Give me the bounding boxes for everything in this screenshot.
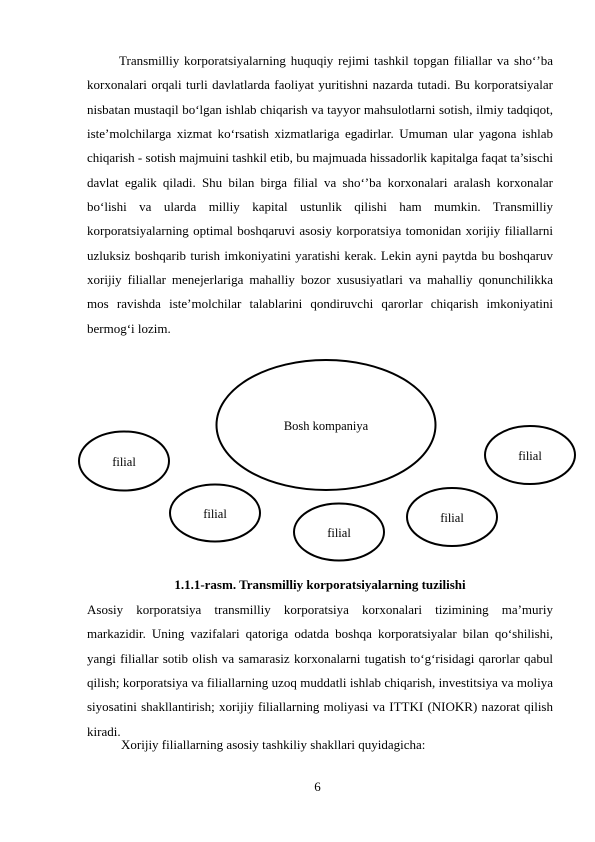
branch-label-lower-right: filial xyxy=(440,511,464,525)
intro-paragraph: Transmilliy korporatsiyalarning huquqiy rejimi tashkil topgan filiallar va sho‘’ba korxonalari orqali turli davlatlarda faoliyat yuritishni nazarda tutadi. Bu korporatsiyalar nisbatan mustaqil bo‘lgan ishlab chiqarish va tayyor mahsulotlarni sotish, ilmiy tadqiqot, iste’molchilarga xizmat ko‘rsatish xizmatlariga egadirlar. Umuman ular yagona ishlab chiqarish - sotish majmuini tashkil etib, bu majmuada hissadorlik kapitalga faqat ta’sischi davlat egalik qiladi. Shu bilan birga filial va sho‘’ba korxonalari aralash korxonalar bo‘lishi va ularda milliy kapital ustunlik qilishi ham mumkin. Transmilliy korporatsiyalarning optimal boshqaruvi asosiy korporatsiya tomonidan xorijiy filiallarni uzluksiz boshqarib turish imkoniyatini yaratishi kerak. Lekin ayni paytda bu boshqaruv xorijiy filiallar menejerlariga mahalliy bozor xususiyatlari va mahalliy qonunchilikka mos ravishda iste’molchilar talablarini qondiruvchi qarorlar chiqarish imkoniyatini bermog‘i lozim. xyxy=(87,53,553,336)
figure-caption: 1.1.1-rasm. Transmilliy korporatsiyalarning tuzilishi xyxy=(174,577,466,592)
branch-label-lower-left: filial xyxy=(203,507,227,521)
page-number: 6 xyxy=(314,779,321,794)
forms-intro-line: Xorijiy filiallarning asosiy tashkiliy shakllari quyidagicha: xyxy=(121,737,426,752)
main-corporation-paragraph: Asosiy korporatsiya transmilliy korporatsiya korxonalari tizimining ma’muriy markazidir. Uning vazifalari qatoriga odatda boshqa korporatsiyalar bilan qo‘shilishi, yangi filiallar sotib olish va samarasiz korxonalarni tugatish to‘g‘risidagi qarorlar qabul qilish; korporatsiya va filiallarning uzoq muddatli ishlab chiqarish, investitsiya va moliya siyosatini shakllantirish; xorijiy filiallarning moliyasi va ITTKI (NIOKR) nazorat qilish kiradi. xyxy=(87,602,553,739)
branch-label-bottom: filial xyxy=(327,526,351,540)
branch-label-right: filial xyxy=(518,449,542,463)
branch-label-left: filial xyxy=(112,455,136,469)
head-company-label: Bosh kompaniya xyxy=(283,419,369,433)
